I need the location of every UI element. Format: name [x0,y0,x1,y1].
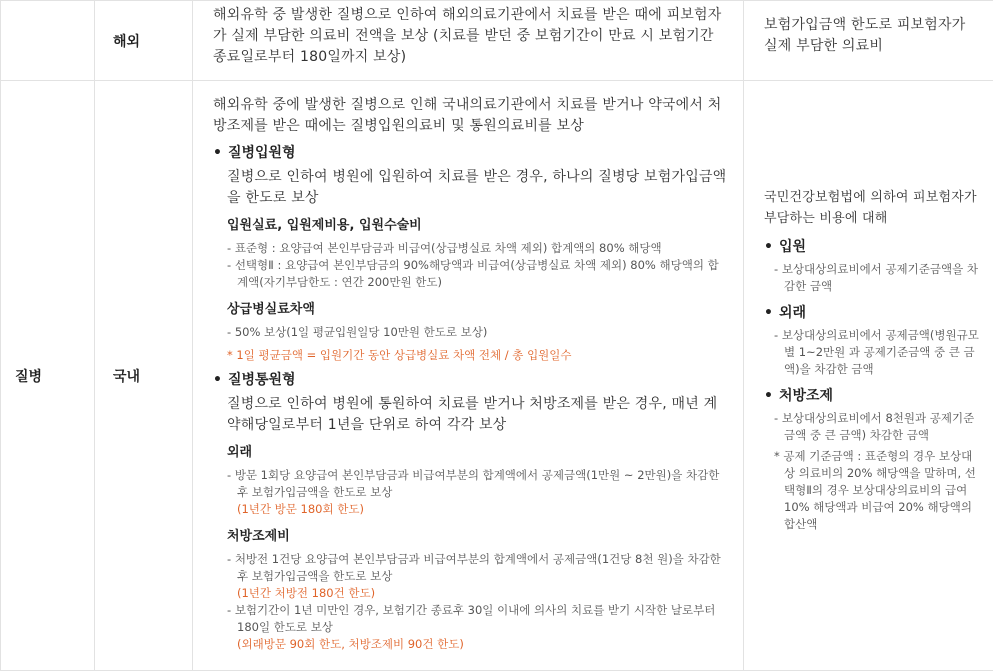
amount-outpatient-desc: - 보상대상의료비에서 공제금액(병원규모별 1~2만원 과 공제기준금액 중 큰 금액)을 차감한 금액 [764,327,981,378]
inpatient-item-3: - 50% 보상(1일 평균입원일당 10만원 한도로 보상) [227,324,729,341]
outpatient-limit-3: (외래방문 90회 한도, 처방조제비 90건 한도) [227,636,729,653]
overseas-desc-text: 해외유학 중 발생한 질병으로 인하여 해외의료기관에서 치료를 받은 때에 피보험자가 실제 부담한 의료비 전액을 보상 (치료를 받던 중 보험기간이 만료 시 보험기간 종료일로부터 180일까지 보상) [213,5,729,68]
domestic-intro: 해외유학 중에 발생한 질병으로 인해 국내의료기관에서 치료를 받거나 약국에서 처방조제를 받은 때에는 질병입원의료비 및 통원의료비를 보상 [213,95,729,137]
outpatient-limit-1: (1년간 방문 180회 한도) [227,501,729,518]
overseas-label: 해외 [95,1,193,81]
domestic-description [193,81,744,671]
outpatient-item-1: - 방문 1회당 요양급여 본인부담금과 비급여부분의 합계액에서 공제금액(1만원 ~ 2만원)을 차감한 후 보험가입금액을 한도로 보상 [227,467,729,501]
domestic-amount-intro: 국민건강보험법에 의하여 피보험자가 부담하는 비용에 대해 [764,187,981,229]
outpatient-item-2: - 처방전 1건당 요양급여 본인부담금과 비급여부분의 합계액에서 공제금액(1건당 8천 원)을 차감한 후 보험가입금액을 한도로 보상 [227,551,729,585]
outpatient-heading-1: 외래 [227,442,729,463]
amount-prescription-title: • 처방조제 [764,386,981,406]
amount-prescription-desc: - 보상대상의료비에서 8천원과 공제기준금액 중 큰 금액) 차감한 금액 [764,410,981,444]
inpatient-item-1: - 표준형 : 요양급여 본인부담금과 비급여(상급병실료 차액 제외) 합계액의 80% 해당액 [227,240,729,257]
outpatient-item-3: - 보험기간이 1년 미만인 경우, 보험기간 종료후 30일 이내에 의사의 치료를 받기 시작한 날로부터 180일 한도로 보상 [227,602,729,636]
inpatient-section [213,167,729,364]
inpatient-item-2: - 선택형Ⅱ : 요양급여 본인부담금의 90%해당액과 비급여(상급병실료 차액 제외) 80% 해당액의 합계액(자기부담한도 : 연간 200만원 한도) [227,257,729,291]
overseas-row [1,1,993,81]
amount-outpatient-title: • 외래 [764,303,981,323]
domestic-amount [744,81,993,671]
outpatient-limit-2: (1년간 처방전 180건 한도) [227,585,729,602]
amount-prescription-note: * 공제 기준금액 : 표준형의 경우 보상대상 의료비의 20% 해당액을 말하며, 선택형Ⅱ의 경우 보상대상의료비의 급여 10% 해당액과 비급여 20% 해당액의 합산액 [764,448,981,533]
overseas-amount [744,1,993,81]
domestic-row [1,81,993,671]
outpatient-title: • 질병통원형 [213,370,729,391]
inpatient-desc: 질병으로 인하여 병원에 입원하여 치료를 받은 경우, 하나의 질병당 보험가입금액을 한도로 보상 [227,167,729,209]
category-cell: 질병 [1,81,95,671]
outpatient-heading-2: 처방조제비 [227,526,729,547]
overseas-amount-text: 보험가입금액 한도로 피보험자가 실제 부담한 의료비 [764,15,981,57]
inpatient-heading-1: 입원실료, 입원제비용, 입원수술비 [227,215,729,236]
category-cell-top [1,1,95,81]
domestic-label: 국내 [95,81,193,671]
amount-inpatient-desc: - 보상대상의료비에서 공제기준금액을 차감한 금액 [764,261,981,295]
inpatient-footnote: * 1일 평균금액 = 입원기간 동안 상급병실료 차액 전체 / 총 입원일수 [227,347,729,364]
inpatient-heading-2: 상급병실료차액 [227,299,729,320]
amount-inpatient-title: • 입원 [764,237,981,257]
outpatient-section [213,394,729,653]
inpatient-title: • 질병입원형 [213,143,729,164]
outpatient-desc: 질병으로 인하여 병원에 통원하여 치료를 받거나 처방조제를 받은 경우, 매년 계약해당일로부터 1년을 단위로 하여 각각 보상 [227,394,729,436]
overseas-description [193,1,744,81]
